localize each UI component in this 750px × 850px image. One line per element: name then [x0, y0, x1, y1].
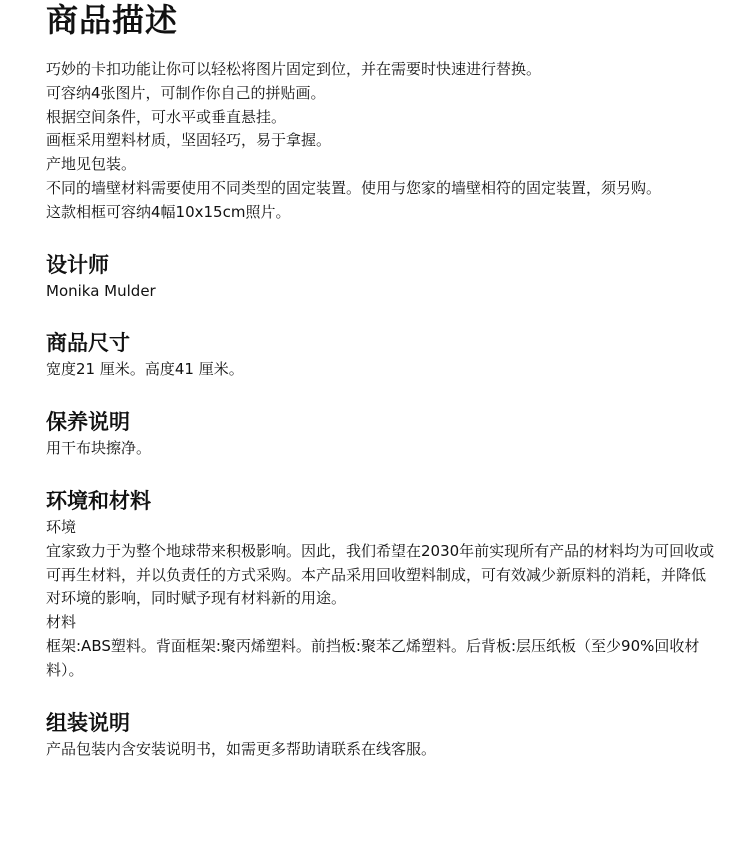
dimensions-heading: 商品尺寸: [46, 331, 130, 356]
environment-heading: 环境和材料: [46, 488, 151, 513]
description-line: 不同的墙壁材料需要使用不同类型的固定装置。使用与您家的墙壁相符的固定装置，须另购。: [46, 178, 662, 197]
description-line: 这款相框可容纳4幅10x15cm照片。: [46, 202, 291, 221]
care-text: 用干布块擦净。: [46, 439, 152, 458]
designer-name: Monika Mulder: [46, 281, 156, 300]
care-heading: 保养说明: [46, 410, 130, 435]
dimensions-text: 宽度21 厘米。高度41 厘米。: [46, 360, 244, 379]
assembly-heading: 组装说明: [46, 710, 130, 735]
designer-section: [46, 251, 716, 304]
description-line: 产地见包装。: [46, 155, 137, 174]
description-line: 根据空间条件，可水平或垂直悬挂。: [46, 107, 287, 126]
materials-label: 材料: [46, 613, 77, 632]
assembly-section: [46, 709, 716, 762]
product-details-page: [46, 0, 716, 761]
materials-text: 框架:ABS塑料。背面框架:聚丙烯塑料。前挡板:聚苯乙烯塑料。后背板:层压纸板（至少90%回收材料）。: [46, 636, 700, 679]
assembly-text: 产品包装内含安装说明书，如需更多帮助请联系在线客服。: [46, 739, 437, 758]
environment-label: 环境: [46, 517, 77, 536]
page-title: 商品描述: [46, 1, 179, 39]
environment-section: [46, 487, 716, 683]
environment-text: 宜家致力于为整个地球带来积极影响。因此，我们希望在2030年前实现所有产品的材料均为可回收或可再生材料，并以负责任的方式采购。本产品采用回收塑料制成，可有效减少新原料的消耗，并降低对环境的影响，同时赋予现有材料新的用途。: [46, 541, 715, 608]
description-line: 画框采用塑料材质，坚固轻巧，易于拿握。: [46, 131, 332, 150]
product-description: [46, 58, 716, 225]
description-line: 可容纳4张图片，可制作你自己的拼贴画。: [46, 83, 326, 102]
dimensions-section: [46, 329, 716, 382]
designer-heading: 设计师: [46, 252, 109, 277]
care-section: [46, 408, 716, 461]
description-line: 巧妙的卡扣功能让你可以轻松将图片固定到位，并在需要时快速进行替换。: [46, 60, 542, 78]
